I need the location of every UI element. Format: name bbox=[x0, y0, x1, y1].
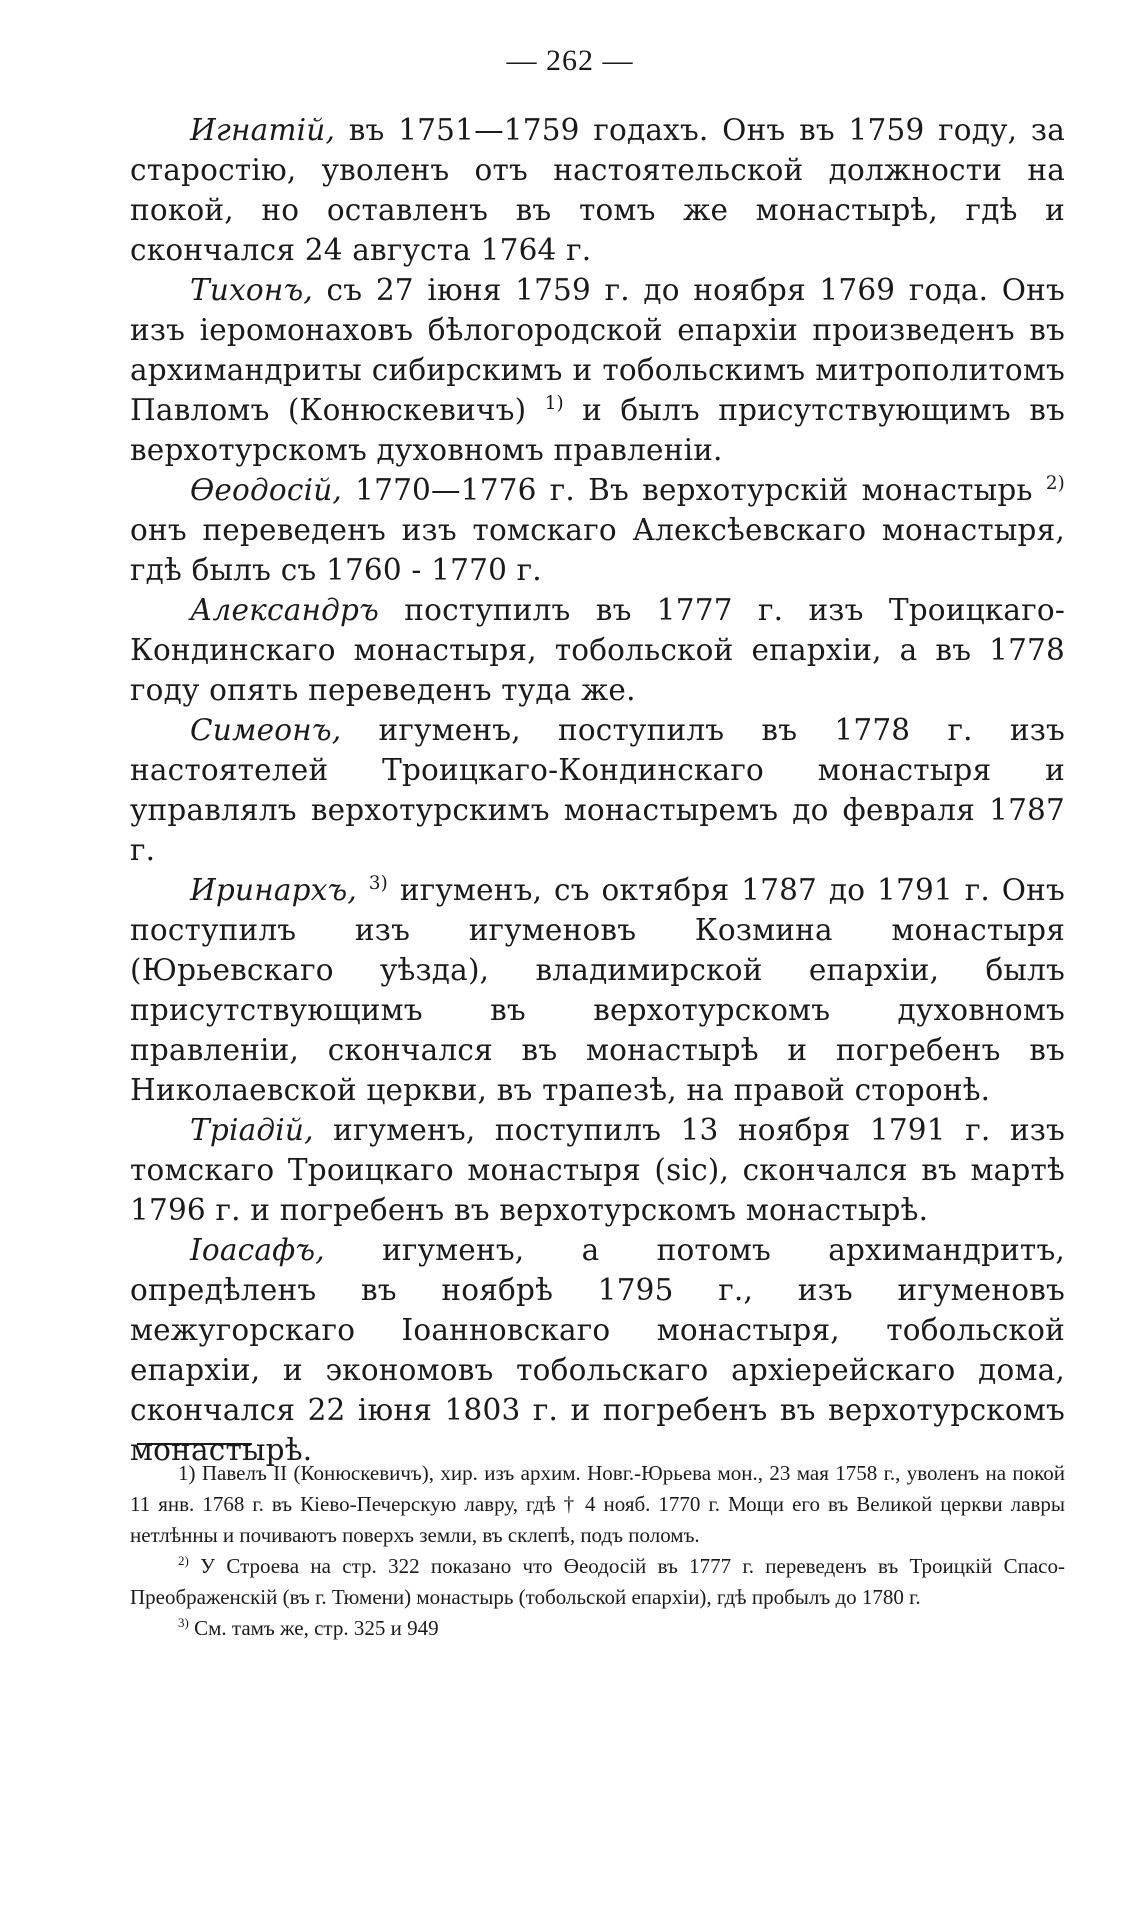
footnote-mark: 3) bbox=[178, 1615, 189, 1630]
entry-text: игуменъ, а потомъ архимандритъ, опредѣленъ въ ноябрѣ 1795 г., изъ игуменовъ межугорскаго Іоанновскаго монастыря, тобольской епархіи, и экономовъ тобольскаго архіерейскаго дома, скончался 22 іюня 1803 г. и погребенъ въ верхотурскомъ монастырѣ. bbox=[130, 1233, 1065, 1467]
footnote-text: Павелъ II (Конюскевичъ), хир. изъ архим. Новг.-Юрьева мон., 23 мая 1758 г., уволенъ на покой 11 янв. 1768 г. въ Кіево-Печерскую лавру, гдѣ † 4 нояб. 1770 г. Мощи его въ Великой церкви лавры нетлѣнны и почиваютъ поверхъ земли, въ склепѣ, подъ поломъ. bbox=[130, 1461, 1065, 1547]
footnote-separator bbox=[137, 1443, 252, 1445]
page-number: — 262 — bbox=[506, 44, 634, 77]
entry-name: Александръ bbox=[190, 593, 379, 627]
main-text bbox=[130, 110, 1065, 1470]
entry-text-continued: онъ переведенъ изъ томскаго Алексѣевскаго монастыря, гдѣ былъ съ 1760 - 1770 г. bbox=[130, 513, 1065, 587]
paragraph-ignatiy bbox=[130, 110, 1065, 270]
footnote-reference: 3) bbox=[368, 873, 389, 895]
paragraph-aleksandr bbox=[130, 590, 1065, 710]
paragraph-triadiy bbox=[130, 1110, 1065, 1230]
entry-text: въ 1751—1759 годахъ. Онъ въ 1759 году, за старостію, уволенъ отъ настоятельской должности на покой, но оставленъ въ томъ же монастырѣ, гдѣ и скончался 24 августа 1764 г. bbox=[130, 113, 1065, 267]
footnote-reference: 2) bbox=[1045, 473, 1065, 495]
entry-name: Симеонъ, bbox=[190, 713, 342, 747]
footnote-3 bbox=[130, 1613, 1065, 1644]
entry-name: Тихонъ, bbox=[190, 273, 313, 307]
entry-name: Иринархъ, bbox=[190, 873, 357, 907]
entry-text bbox=[357, 873, 369, 907]
footnote-reference: 1) bbox=[544, 393, 564, 415]
paragraph-feodosiy bbox=[130, 470, 1065, 590]
paragraph-simeon bbox=[130, 710, 1065, 870]
entry-text-continued: игуменъ, съ октября 1787 до 1791 г. Онъ поступилъ изъ игуменовъ Козмина монастыря (Юрьевскаго уѣзда), владимирской епархіи, былъ присутствующимъ въ верхотурскомъ духовномъ правленіи, скончался въ монастырѣ и погребенъ въ Николаевской церкви, въ трапезѣ, на правой сторонѣ. bbox=[130, 873, 1066, 1107]
entry-text: игуменъ, поступилъ 13 ноября 1791 г. изъ томскаго Троицкаго монастыря (sic), скончался въ мартѣ 1796 г. и погребенъ въ верхотурскомъ монастырѣ. bbox=[130, 1113, 1065, 1227]
footnote-2 bbox=[130, 1551, 1065, 1613]
entry-name: Өеодосій, bbox=[190, 473, 342, 507]
entry-name: Игнатій, bbox=[190, 113, 336, 147]
entry-text: поступилъ въ 1777 г. изъ Троицкаго-Кондинскаго монастыря, тобольской епархіи, а въ 1778 году опять переведенъ туда же. bbox=[130, 593, 1065, 707]
entry-name: Іоасафъ, bbox=[190, 1233, 325, 1267]
footnote-text: У Строева на стр. 322 показано что Өеодосій въ 1777 г. переведенъ въ Троицкій Спасо-Преображенскій (въ г. Тюмени) монастырь (тобольской епархіи), гдѣ пробылъ до 1780 г. bbox=[130, 1554, 1065, 1609]
footnotes bbox=[130, 1458, 1065, 1644]
entry-text: игуменъ, поступилъ въ 1778 г. изъ настоятелей Троицкаго-Кондинскаго монастыря и управлялъ верхотурскимъ монастыремъ до февраля 1787 г. bbox=[130, 713, 1065, 867]
paragraph-ioasaf bbox=[130, 1230, 1065, 1470]
paragraph-irinarkh bbox=[130, 870, 1065, 1110]
footnote-mark: 1) bbox=[178, 1461, 196, 1485]
entry-text: съ 27 іюня 1759 г. до ноября 1769 года. Онъ изъ іеромонаховъ бѣлогородской епархіи произведенъ въ архимандриты сибирскимъ и тобольскимъ митрополитомъ Павломъ (Конюскевичъ) bbox=[130, 273, 1065, 427]
footnote-text: См. тамъ же, стр. 325 и 949 bbox=[188, 1616, 439, 1640]
footnote-mark: 2) bbox=[178, 1553, 189, 1568]
entry-text-continued: и былъ присутствующимъ въ верхотурскомъ духовномъ правленіи. bbox=[130, 393, 1065, 467]
entry-text: 1770—1776 г. Въ верхотурскій монастырь bbox=[342, 473, 1033, 507]
paragraph-tikhon bbox=[130, 270, 1065, 470]
footnote-1 bbox=[130, 1458, 1065, 1551]
entry-name: Тріадій, bbox=[190, 1113, 314, 1147]
